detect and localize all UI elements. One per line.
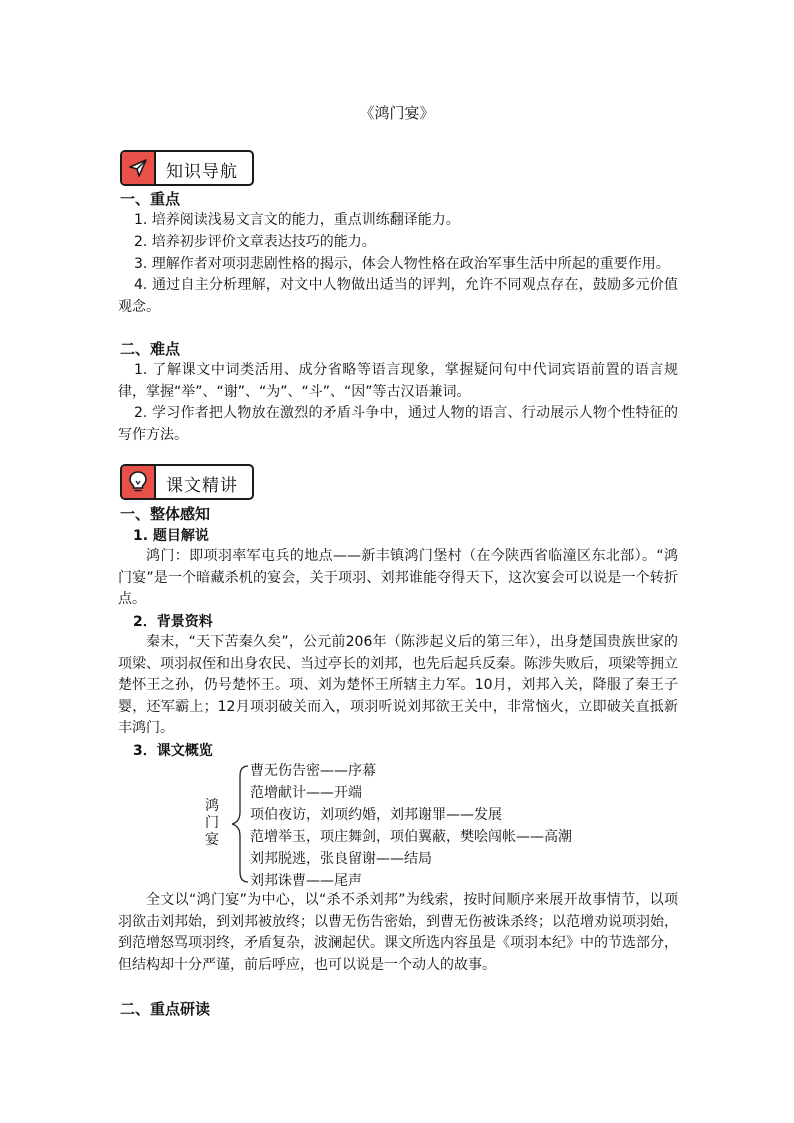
diagram-item: 刘邦脱逃，张良留谢——结局 <box>250 851 432 867</box>
lightbulb-icon <box>122 466 156 498</box>
paper-plane-icon <box>122 152 156 184</box>
diagram-item: 项伯夜访，刘项约婚，刘邦谢罪——发展 <box>250 807 502 823</box>
difficulty-1: 1. 了解课文中词类活用、成分省略等语言现象，掌握疑问句中代词宾语前置的语言规律，掌握“举”、“谢”、“为”、“斗”、“因”等古汉语兼词。 <box>118 362 678 400</box>
key-point-4: 4. 通过自主分析理解，对文中人物做出适当的评判，允许不同观点存在，鼓励多元价值观念。 <box>118 277 678 315</box>
overview-summary-text: 全文以“鸿门宴”为中心，以“杀不杀刘邦”为线索，按时间顺序来展开故事情节，以项羽欲击刘邦始，到刘邦被放终；以曹无伤告密始，到曹无伤被诛杀终；以范增劝说项羽始，到范增怒骂项羽终，矛盾复杂，波澜起伏。课文所选内容虽是《项羽本纪》中的节选部分，但结构却十分严谨，前后呼应，也可以说是一个动人的故事。 <box>118 892 678 973</box>
subheading-background: 2．背景资料 <box>133 614 213 630</box>
diagram-item: 范增举玉，项庄舞剑，项伯翼蔽，樊哙闯帐——高潮 <box>250 829 572 845</box>
plot-structure-diagram <box>200 760 620 890</box>
key-point-1: 1. 培养阅读浅易文言文的能力，重点训练翻译能力。 <box>134 212 460 228</box>
banner-label: 知识导航 <box>166 162 238 182</box>
diagram-item: 刘邦诛曹——尾声 <box>250 873 362 889</box>
difficulty-2: 2. 学习作者把人物放在激烈的矛盾斗争中，通过人物的语言、行动展示人物个性特征的写作方法。 <box>118 405 678 443</box>
section-heading-overall: 一、整体感知 <box>120 505 211 523</box>
title-explain-text: 鸿门：即项羽率军屯兵的地点——新丰镇鸿门堡村（在今陕西省临潼区东北部）。“鸿门宴”是一个暗藏杀机的宴会，关于项羽、刘邦谁能夺得天下，这次宴会可以说是一个转折点。 <box>118 548 678 607</box>
text-explain-banner <box>120 464 254 500</box>
diagram-root-label: 鸿门宴 <box>205 798 219 848</box>
section-heading-key-points: 一、重点 <box>120 190 181 208</box>
key-point-2: 2. 培养初步评价文章表达技巧的能力。 <box>134 234 376 250</box>
subheading-overview: 3．课文概览 <box>133 743 213 759</box>
diagram-item: 曹无伤告密——序幕 <box>250 763 376 779</box>
background-text: 秦末，“天下苦秦久矣”，公元前206年（陈涉起义后的第三年），出身楚国贵族世家的项梁、项羽叔侄和出身农民、当过亭长的刘邦，也先后起兵反秦。陈涉失败后，项梁等拥立楚怀王之孙，仍号楚怀王。项、刘为楚怀王所辖主力军。10月，刘邦入关，降服了秦王子婴，还军霸上；12月项羽破关而入，项羽听说刘邦欲王关中，非常恼火，立即破关直抵新丰鸿门。 <box>118 634 678 736</box>
knowledge-nav-banner <box>120 150 254 186</box>
subheading-title-explain: 1. 题目解说 <box>133 528 209 544</box>
section-heading-key-reading: 二、重点研读 <box>120 1000 211 1018</box>
section-heading-difficulties: 二、难点 <box>120 340 181 358</box>
diagram-items <box>250 760 572 892</box>
key-point-3: 3. 理解作者对项羽悲剧性格的揭示，体会人物性格在政治军事生活中所起的重要作用。 <box>134 256 670 272</box>
banner-label: 课文精讲 <box>166 476 238 496</box>
page-title: 《鸿门宴》 <box>359 104 435 122</box>
diagram-item: 范增献计——开端 <box>250 785 362 801</box>
